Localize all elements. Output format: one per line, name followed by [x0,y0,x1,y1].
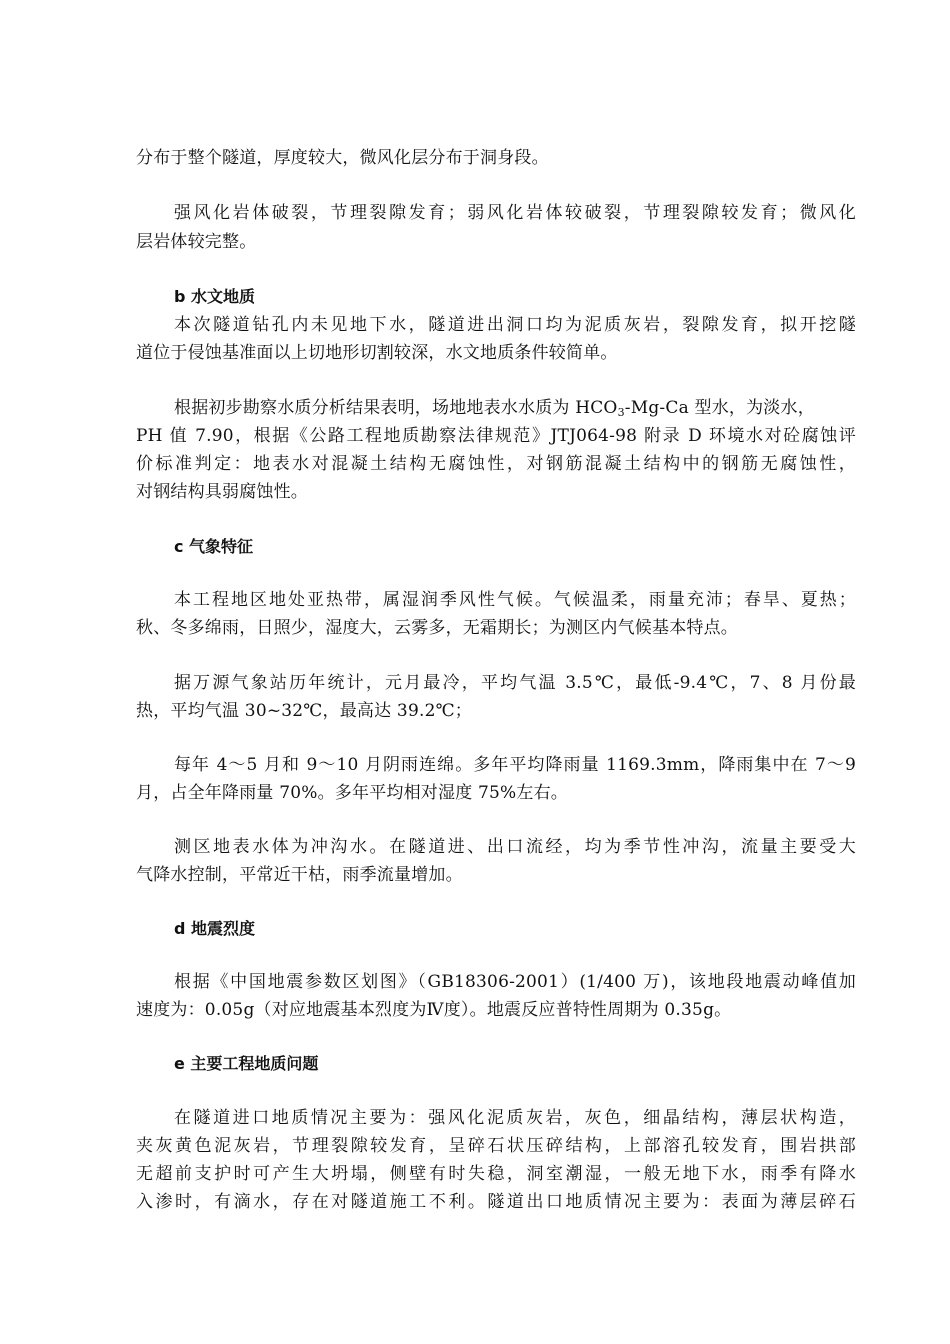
section-heading-c: c 气象特征 [174,537,254,556]
text-fragment: 根据初步勘察水质分析结果表明，场地地表水水质为 HCO [174,398,618,418]
paragraph-line: 层岩体较完整。 [136,232,257,252]
paragraph-line: 测区地表水体为冲沟水。在隧道进、出口流经，均为季节性冲沟，流量主要受大 [174,837,856,857]
paragraph-line: 道位于侵蚀基准面以上切地形切割较深，水文地质条件较简单。 [136,343,618,363]
paragraph-line: 对钢结构具弱腐蚀性。 [136,482,308,502]
paragraph-line: 速度为：0.05g（对应地震基本烈度为Ⅳ度）。地震反应普特性周期为 0.35g。 [136,1000,732,1020]
paragraph-line: 热，平均气温 30~32℃，最高达 39.2℃； [136,701,473,721]
paragraph-line: PH 值 7.90，根据《公路工程地质勘察法律规范》JTJ064-98 附录 D 环境水对砼腐蚀评 [136,426,856,446]
text-fragment: -Mg-Ca 型水，为淡水， [624,398,815,418]
paragraph-line: 每年 4～5 月和 9～10 月阴雨连绵。多年平均降雨量 1169.3mm，降雨集中在 7～9 [174,755,856,775]
paragraph-line: 分布于整个隧道，厚度较大，微风化层分布于洞身段。 [136,148,549,168]
paragraph-line: 气降水控制，平常近干枯，雨季流量增加。 [136,865,463,885]
section-heading-b: b 水文地质 [174,287,256,306]
paragraph-line: 本次隧道钻孔内未见地下水，隧道进出洞口均为泥质灰岩，裂隙发育，拟开挖隧 [174,315,856,335]
paragraph-line: 强风化岩体破裂，节理裂隙发育；弱风化岩体较破裂，节理裂隙较发育；微风化 [174,203,856,223]
paragraph-line: 夹灰黄色泥灰岩，节理裂隙较发育，呈碎石状压碎结构，上部溶孔较发育，围岩拱部 [136,1136,856,1156]
paragraph-line: 价标准判定：地表水对混凝土结构无腐蚀性，对钢筋混凝土结构中的钢筋无腐蚀性， [136,454,856,474]
subscript: 3 [617,406,625,419]
paragraph-line: 据万源气象站历年统计，元月最冷，平均气温 3.5℃，最低-9.4℃，7、8 月份最 [174,673,856,693]
section-heading-e: e 主要工程地质问题 [174,1054,319,1073]
paragraph-line: 根据《中国地震参数区划图》（GB18306-2001）(1/400 万)，该地段地震动峰值加 [174,972,856,992]
paragraph-line: 月，占全年降雨量 70%。多年平均相对湿度 75%左右。 [136,783,568,803]
paragraph-line: 本工程地区地处亚热带，属湿润季风性气候。气候温柔，雨量充沛；春旱、夏热； [174,590,856,610]
paragraph-line: 入渗时，有滴水，存在对隧道施工不利。隧道出口地质情况主要为：表面为薄层碎石 [136,1192,856,1212]
paragraph-line: 在隧道进口地质情况主要为：强风化泥质灰岩，灰色，细晶结构，薄层状构造， [174,1108,856,1128]
paragraph-line: 无超前支护时可产生大坍塌，侧壁有时失稳，洞室潮湿，一般无地下水，雨季有降水 [136,1164,856,1184]
section-heading-d: d 地震烈度 [174,919,256,938]
paragraph-line [174,397,856,419]
paragraph-line: 秋、冬多绵雨，日照少，湿度大，云雾多，无霜期长；为测区内气候基本特点。 [136,618,738,638]
